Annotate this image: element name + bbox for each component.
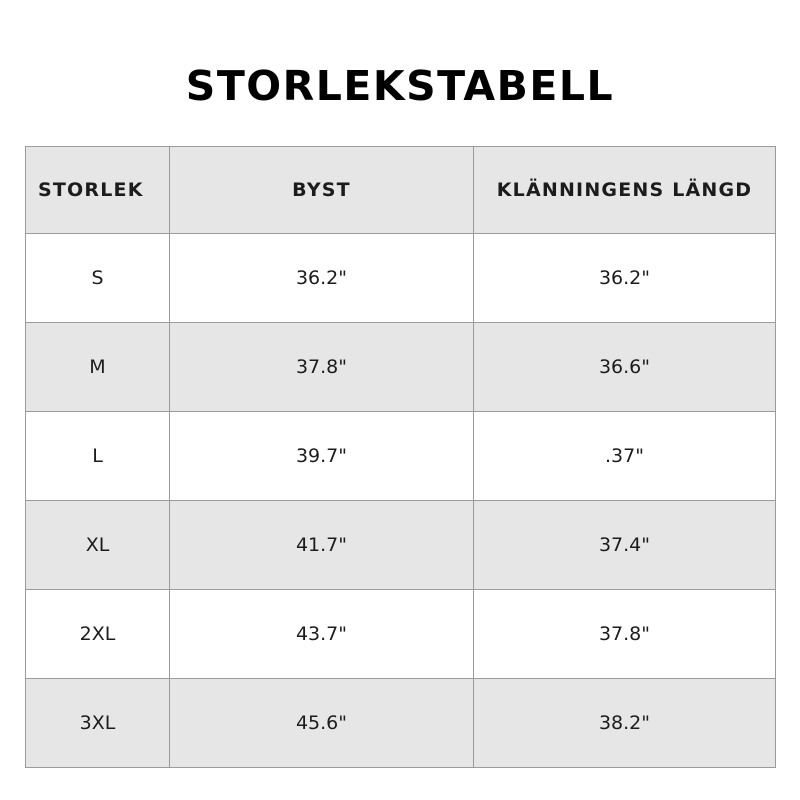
column-header-bust: BYST xyxy=(170,147,474,234)
cell-size: XL xyxy=(26,501,170,590)
cell-length: .37" xyxy=(474,412,776,501)
page-title: STORLEKSTABELL xyxy=(185,62,615,110)
table-row xyxy=(26,679,776,768)
cell-bust: 41.7" xyxy=(170,501,474,590)
column-header-length: KLÄNNINGENS LÄNGD xyxy=(474,147,776,234)
cell-length: 36.2" xyxy=(474,234,776,323)
cell-bust: 39.7" xyxy=(170,412,474,501)
size-table xyxy=(25,146,776,768)
table-row xyxy=(26,590,776,679)
table-header-row xyxy=(26,147,776,234)
cell-size: 3XL xyxy=(26,679,170,768)
cell-size: L xyxy=(26,412,170,501)
cell-bust: 43.7" xyxy=(170,590,474,679)
cell-bust: 45.6" xyxy=(170,679,474,768)
size-table-container xyxy=(25,146,775,768)
cell-length: 37.4" xyxy=(474,501,776,590)
table-body xyxy=(26,234,776,768)
cell-size: 2XL xyxy=(26,590,170,679)
table-row xyxy=(26,412,776,501)
cell-size: S xyxy=(26,234,170,323)
cell-length: 37.8" xyxy=(474,590,776,679)
table-row xyxy=(26,234,776,323)
column-header-size: STORLEK xyxy=(26,147,170,234)
cell-length: 36.6" xyxy=(474,323,776,412)
cell-bust: 37.8" xyxy=(170,323,474,412)
cell-length: 38.2" xyxy=(474,679,776,768)
table-row xyxy=(26,323,776,412)
cell-size: M xyxy=(26,323,170,412)
table-row xyxy=(26,501,776,590)
table-header xyxy=(26,147,776,234)
cell-bust: 36.2" xyxy=(170,234,474,323)
